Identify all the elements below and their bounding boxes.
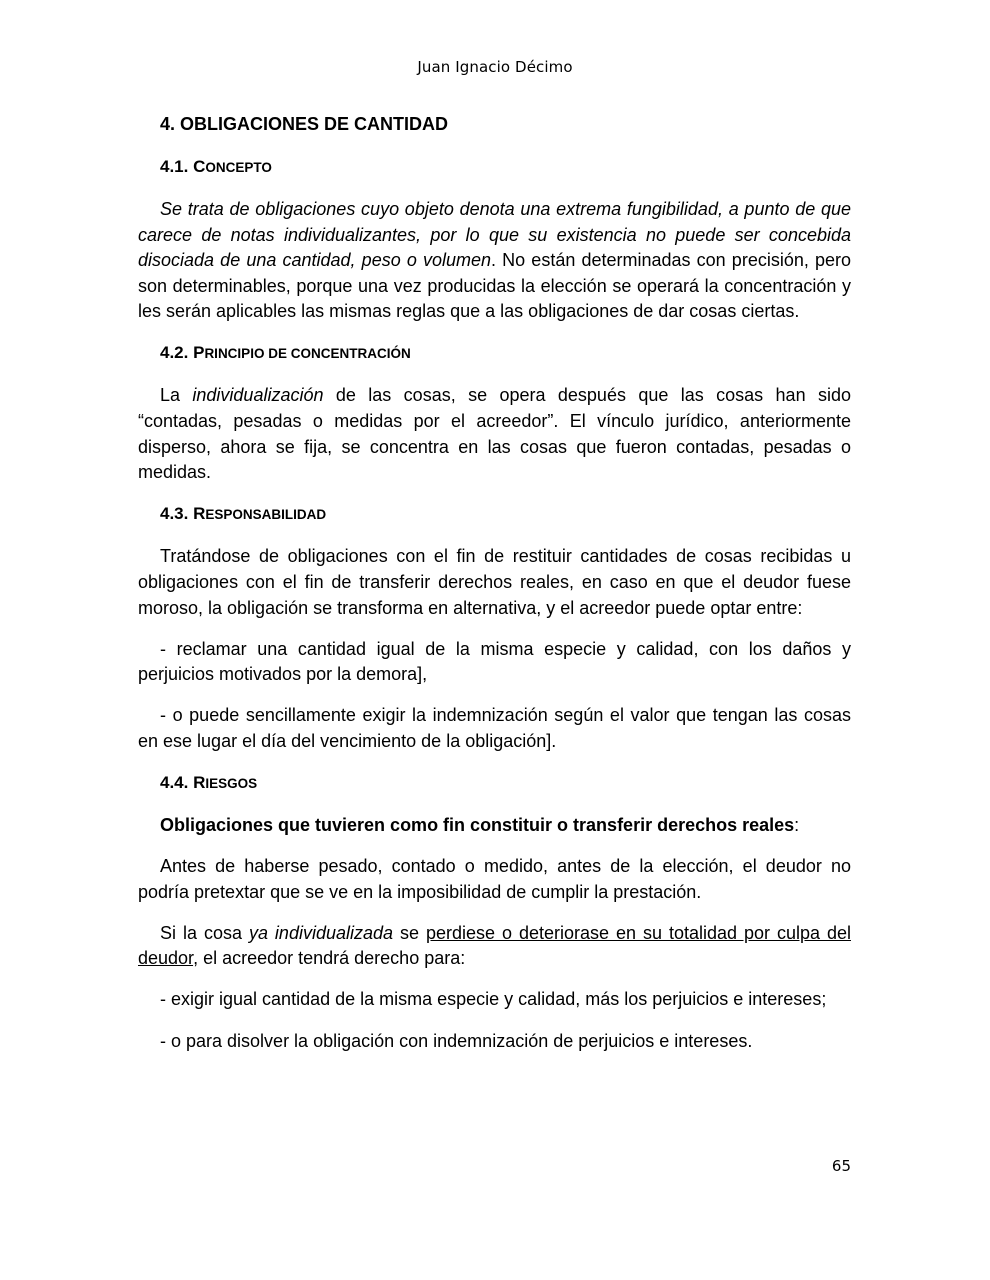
italic-text: ya individualizada <box>248 922 394 943</box>
paragraph-principio <box>138 383 851 485</box>
underlined-text: perdiese o deteriorase en su totalidad por culpa del deudor <box>138 922 851 969</box>
heading-principio <box>138 340 851 367</box>
heading-concepto <box>138 154 851 181</box>
paragraph-text: de las cosas, se opera después que las cosas han sido “contadas, pesadas o medidas por el acreedor”. El vínculo jurídico, anteriormente disperso, ahora se fija, se concentra en las cosas que fueron contadas, pesadas o medidas. <box>138 385 851 483</box>
heading-initial: R <box>193 504 206 524</box>
list-item-disolver: - o para disolver la obligación con indemnización de perjuicios e intereses. <box>160 1030 753 1051</box>
heading-initial: P <box>193 343 205 363</box>
paragraph-si-la-cosa <box>138 921 851 972</box>
bold-subheading <box>138 813 851 839</box>
list-item-reclamar: - reclamar una cantidad igual de la misma especie y calidad, con los daños y perjuicios motivados por la demora], <box>138 638 851 685</box>
heading-initial: R <box>193 773 206 792</box>
heading-number: 4.3. <box>160 504 194 524</box>
paragraph-antes: Antes de haberse pesado, contado o medido, antes de la elección, el deudor no podría pretextar que se ve en la imposibilidad de cumplir la prestación. <box>138 856 851 902</box>
heading-number: 4.1. <box>160 157 194 176</box>
italic-text: Se trata de obligaciones cuyo objeto denota una extrema fungibilidad, a punto de que carece de notas individualizantes, por lo que su existencia no puede ser concebida disociada de una cantidad, peso o volumen <box>138 199 851 271</box>
heading-number: 4.2. <box>160 343 194 363</box>
paragraph-text: se <box>393 922 426 943</box>
heading-rest: ESPONSABILIDAD <box>205 507 327 523</box>
heading-riesgos <box>138 770 851 797</box>
heading-responsabilidad <box>138 501 851 528</box>
list-item-indemnizacion: - o puede sencillamente exigir la indemnización según el valor que tengan las cosas en ese lugar el día del vencimiento de la obligación]. <box>138 705 851 751</box>
page-number: 65 <box>831 1157 851 1175</box>
heading-rest: IESGOS <box>205 776 258 791</box>
italic-text: individualización <box>192 385 324 406</box>
paragraph-text: , el acreedor tendrá derecho para: <box>193 948 466 969</box>
heading-rest: RINCIPIO DE CONCENTRACIÓN <box>204 346 411 362</box>
bold-text: Obligaciones que tuvieren como fin constituir o transferir derechos reales <box>160 815 795 835</box>
list-item-exigir: - exigir igual cantidad de la misma especie y calidad, más los perjuicios e intereses; <box>160 989 827 1010</box>
section-title: 4. OBLIGACIONES DE CANTIDAD <box>160 114 449 134</box>
paragraph-text: : <box>794 815 800 835</box>
running-header: Juan Ignacio Décimo <box>417 58 573 76</box>
paragraph-responsabilidad: Tratándose de obligaciones con el fin de restituir cantidades de cosas recibidas u obligaciones con el fin de transferir derechos reales, en caso en que el deudor fuese moroso, la obligación se transforma en alternativa, y el acreedor puede optar entre: <box>138 546 851 618</box>
heading-number: 4.4. <box>160 773 194 792</box>
page-body <box>138 111 851 1070</box>
paragraph-text: . No están determinadas con precisión, pero son determinables, porque una vez producidas la elección se operará la concentración y les serán aplicables las mismas reglas que a las obligaciones de dar cosas ciertas. <box>138 250 852 322</box>
paragraph-text: La <box>160 385 193 406</box>
paragraph-text: Si la cosa <box>160 922 249 943</box>
heading-rest: ONCEPTO <box>205 160 272 175</box>
paragraph-concepto <box>138 197 851 325</box>
heading-initial: C <box>193 157 206 176</box>
